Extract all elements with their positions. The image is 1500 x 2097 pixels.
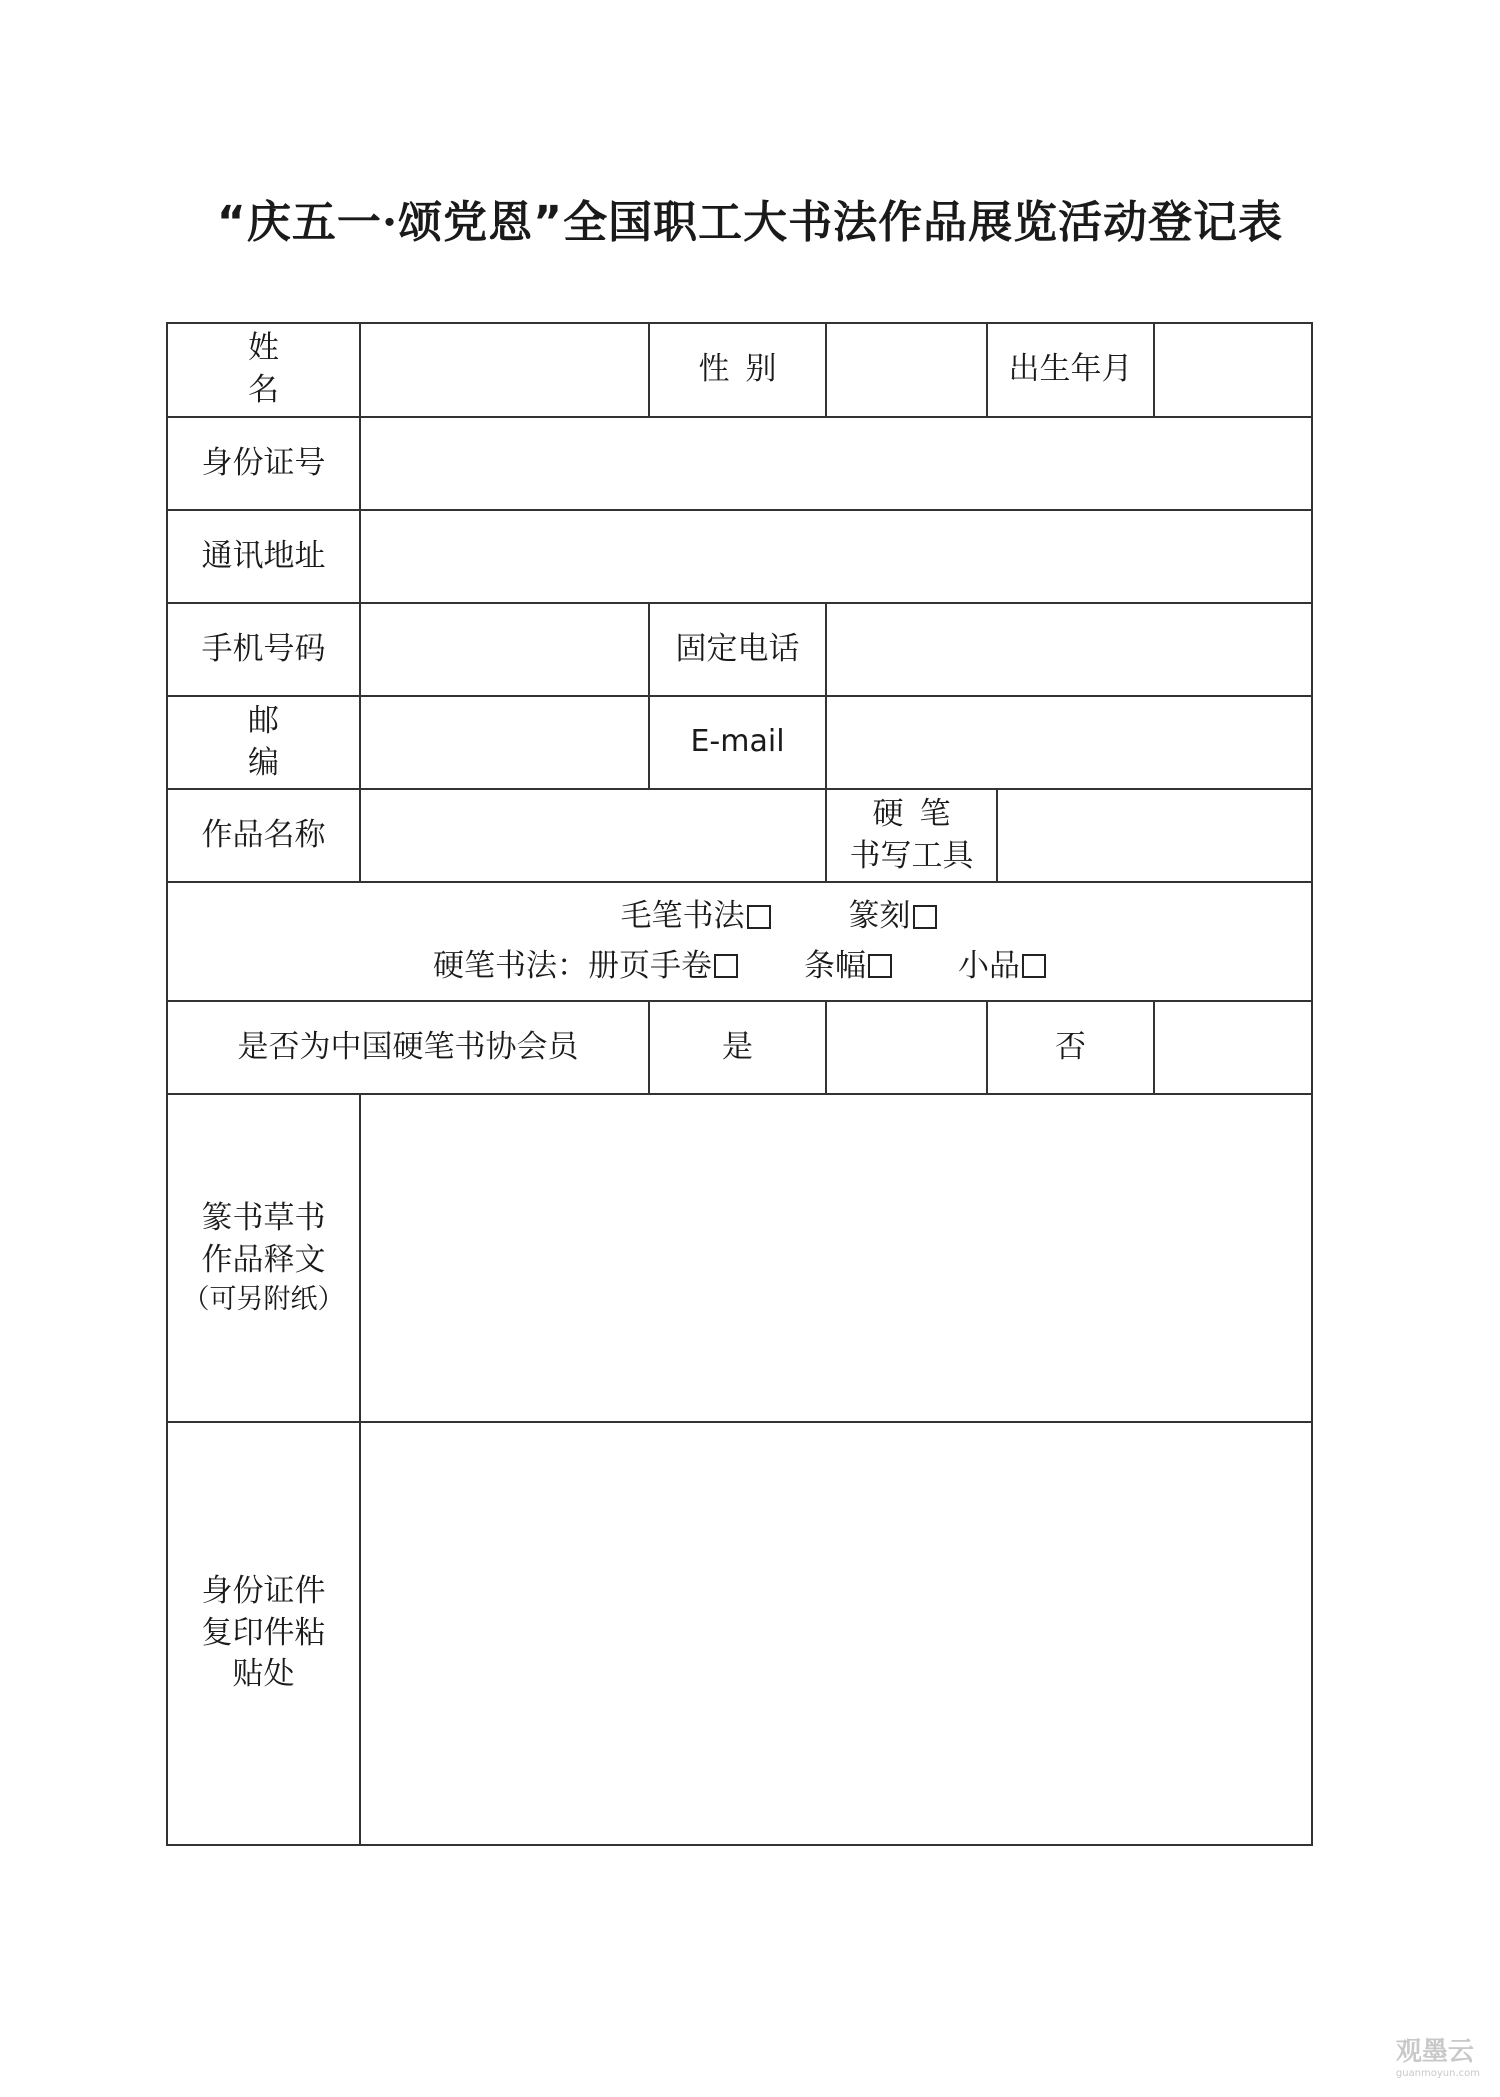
gender-input[interactable] (827, 324, 986, 416)
id-copy-label-line2: 复印件粘 (201, 1614, 326, 1651)
option-hanging-scroll[interactable] (804, 946, 892, 988)
option-label: 篆刻 (848, 897, 911, 934)
watermark-text: 观墨云 (1395, 2037, 1474, 2067)
address-input[interactable] (361, 511, 1311, 602)
checkbox[interactable] (714, 954, 738, 978)
id-number-input[interactable] (361, 418, 1311, 509)
name-input[interactable] (361, 324, 648, 416)
transcript-label (168, 1095, 359, 1421)
option-brush-calligraphy[interactable] (621, 896, 771, 938)
id-copy-paste-area[interactable] (361, 1423, 1311, 1844)
transcript-input[interactable] (361, 1095, 1311, 1421)
transcript-label-line2: 作品释文 (201, 1241, 326, 1278)
category-options (168, 883, 1311, 1000)
birth-label: 出生年月 (1008, 351, 1133, 388)
mobile-input[interactable] (361, 604, 648, 695)
name-label: 姓名 (248, 330, 327, 408)
checkbox[interactable] (913, 905, 937, 929)
checkbox[interactable] (747, 905, 771, 929)
pen-tool-label-line2: 书写工具 (849, 837, 974, 874)
category-line-hardpen (433, 946, 1046, 988)
email-input[interactable] (827, 697, 1311, 788)
option-label: 册页手卷 (588, 947, 712, 984)
no-input[interactable] (1155, 1002, 1311, 1093)
yes-input[interactable] (827, 1002, 986, 1093)
id-copy-label (168, 1423, 359, 1844)
watermark-sub: guanmoyun.com (1395, 2068, 1480, 2079)
option-small-piece[interactable] (958, 946, 1046, 988)
birth-input[interactable] (1155, 324, 1311, 416)
landline-label: 固定电话 (675, 630, 800, 667)
pen-tool-input[interactable] (998, 790, 1311, 881)
category-line-brush (621, 896, 937, 938)
gender-label: 性别 (698, 351, 793, 388)
form-title (0, 186, 1500, 250)
landline-input[interactable] (827, 604, 1311, 695)
pen-tool-label (827, 790, 996, 881)
mobile-label: 手机号码 (201, 630, 326, 667)
transcript-label-line3: （可另附纸） (182, 1283, 345, 1315)
option-label: 条幅 (804, 947, 866, 984)
id-copy-label-line1: 身份证件 (201, 1572, 326, 1609)
title-open-quote: “ (216, 197, 247, 248)
postcode-input[interactable] (361, 697, 648, 788)
option-album-scroll[interactable] (588, 946, 738, 988)
option-label: 小品 (958, 947, 1020, 984)
hardpen-prefix: 硬笔书法： (433, 947, 588, 984)
no-label: 否 (1055, 1028, 1086, 1065)
work-name-input[interactable] (361, 790, 825, 881)
checkbox[interactable] (868, 954, 892, 978)
id-copy-label-line3: 贴处 (232, 1656, 295, 1693)
transcript-label-line1: 篆书草书 (201, 1199, 326, 1236)
member-label: 是否为中国硬笔书协会员 (237, 1028, 579, 1065)
option-label: 毛笔书法 (620, 897, 745, 934)
yes-label: 是 (722, 1028, 753, 1065)
postcode-label: 邮编 (248, 702, 327, 781)
checkbox[interactable] (1022, 954, 1046, 978)
email-label: E-mail (690, 724, 785, 760)
registration-form-table (166, 322, 1313, 1846)
id-number-label: 身份证号 (201, 444, 326, 481)
title-rest: 全国职工大书法作品展览活动登记表 (563, 197, 1284, 248)
title-event-name: 庆五一·颂党恩 (246, 197, 534, 248)
title-close-quote: ” (533, 197, 564, 248)
option-seal-carving[interactable] (849, 896, 937, 938)
address-label: 通讯地址 (201, 537, 326, 574)
work-name-label: 作品名称 (201, 816, 326, 853)
watermark-logo (1396, 2031, 1480, 2079)
pen-tool-label-line1: 硬笔 (872, 795, 967, 832)
